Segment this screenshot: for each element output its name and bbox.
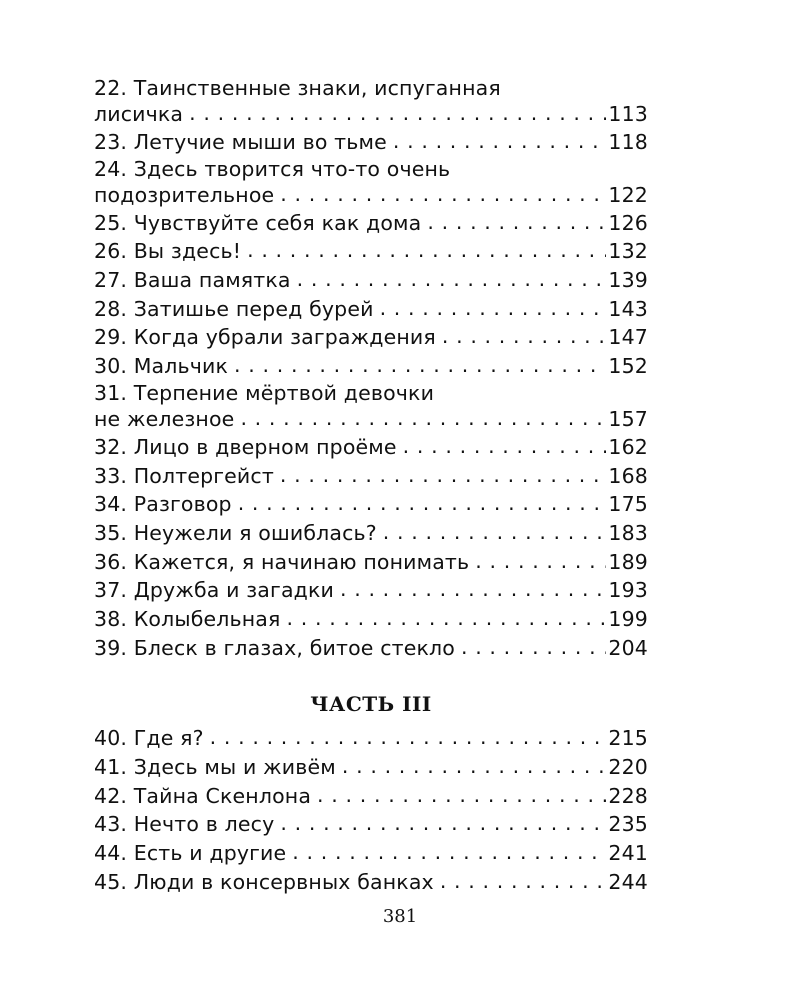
toc-entry-line bbox=[94, 868, 648, 897]
toc-entry-line bbox=[94, 157, 648, 181]
toc-entry bbox=[94, 868, 648, 897]
toc-entry-title: 42. Тайна Скенлона bbox=[94, 783, 312, 808]
toc-entry bbox=[94, 810, 648, 839]
toc-entry-title: 35. Неужели я ошиблась? bbox=[94, 520, 377, 545]
page-number: 381 bbox=[382, 906, 418, 927]
part-heading: ЧАСТЬ III bbox=[310, 692, 432, 717]
toc-entry-line bbox=[94, 810, 648, 839]
toc-entry-page: 126 bbox=[608, 210, 648, 235]
toc-entry-line bbox=[94, 634, 648, 663]
toc-entry-line bbox=[94, 605, 648, 634]
toc-entry-line bbox=[94, 352, 648, 381]
toc-entry-line bbox=[94, 209, 648, 238]
toc-entry bbox=[94, 724, 648, 753]
toc-entry-page: 199 bbox=[608, 606, 648, 631]
toc-entry bbox=[94, 76, 648, 128]
toc-entry-title: 36. Кажется, я начинаю понимать bbox=[94, 549, 470, 574]
toc-entry-page: 220 bbox=[608, 755, 648, 779]
toc-entry-title: лисичка bbox=[94, 102, 184, 126]
toc-entry-title: 29. Когда убрали заграждения bbox=[94, 325, 436, 350]
toc-entry bbox=[94, 490, 648, 519]
toc-entry bbox=[94, 128, 648, 157]
toc-entry bbox=[94, 323, 648, 352]
toc-entry bbox=[94, 237, 648, 266]
toc-entry-page: 204 bbox=[608, 635, 648, 660]
toc-entry-line bbox=[94, 381, 648, 405]
toc-entry-page: 168 bbox=[608, 463, 648, 488]
toc-entry-title: 23. Летучие мыши во тьме bbox=[94, 130, 387, 154]
toc-entry-title: 33. Полтергейст bbox=[94, 463, 274, 488]
dot-leader bbox=[292, 838, 606, 867]
dot-leader bbox=[393, 127, 607, 156]
toc-entry bbox=[94, 519, 648, 548]
toc-entry-line bbox=[94, 753, 648, 782]
table-of-contents bbox=[94, 76, 648, 896]
toc-entry-title: 31. Терпение мёртвой девочки bbox=[94, 380, 435, 405]
toc-entry-line bbox=[94, 548, 648, 577]
toc-entry-page: 122 bbox=[608, 182, 648, 207]
toc-entry bbox=[94, 839, 648, 868]
dot-leader bbox=[342, 752, 607, 781]
dot-leader bbox=[317, 781, 606, 810]
toc-entry bbox=[94, 433, 648, 462]
toc-entry-title: 22. Таинственные знаки, испуганная bbox=[94, 76, 501, 100]
toc-entry-page: 162 bbox=[608, 434, 648, 459]
toc-entry-line bbox=[94, 405, 648, 433]
dot-leader bbox=[340, 575, 606, 604]
toc-entry-line bbox=[94, 839, 648, 868]
toc-entry bbox=[94, 753, 648, 782]
dot-leader bbox=[427, 208, 606, 237]
toc-entry-title: 30. Мальчик bbox=[94, 354, 229, 379]
toc-entry-page: 143 bbox=[608, 296, 648, 321]
toc-entry-page: 113 bbox=[608, 102, 648, 126]
toc-entry-line bbox=[94, 490, 648, 519]
toc-entry-page: 118 bbox=[608, 130, 648, 154]
dot-leader bbox=[189, 99, 606, 127]
toc-entry-line bbox=[94, 519, 648, 548]
toc-entry-page: 241 bbox=[608, 841, 648, 866]
toc-entry bbox=[94, 605, 648, 634]
toc-entry-page: 215 bbox=[608, 726, 648, 751]
toc-section-part-2 bbox=[94, 76, 648, 662]
toc-entry-title: 38. Колыбельная bbox=[94, 606, 281, 631]
dot-leader bbox=[240, 404, 606, 432]
dot-leader bbox=[210, 723, 607, 752]
toc-entry-page: 228 bbox=[608, 783, 648, 808]
toc-entry-page: 139 bbox=[608, 268, 648, 293]
toc-entry bbox=[94, 352, 648, 381]
toc-entry-line bbox=[94, 576, 648, 605]
toc-entry-title: не железное bbox=[94, 406, 235, 431]
toc-entry-page: 175 bbox=[608, 492, 648, 517]
toc-entry-title: подозрительное bbox=[94, 182, 275, 207]
dot-leader bbox=[461, 633, 606, 662]
toc-entry bbox=[94, 157, 648, 209]
toc-entry-line bbox=[94, 237, 648, 266]
toc-entry-title: 34. Разговор bbox=[94, 492, 232, 517]
toc-entry-page: 132 bbox=[608, 239, 648, 264]
toc-entry-title: 43. Нечто в лесу bbox=[94, 812, 275, 837]
toc-entry-page: 244 bbox=[608, 869, 648, 894]
toc-entry-title: 41. Здесь мы и живём bbox=[94, 755, 336, 779]
toc-entry-page: 183 bbox=[608, 520, 648, 545]
toc-entry-line bbox=[94, 128, 648, 157]
toc-entry-page: 147 bbox=[608, 325, 648, 350]
dot-leader bbox=[383, 518, 607, 547]
dot-leader bbox=[440, 867, 607, 896]
dot-leader bbox=[280, 180, 606, 208]
toc-entry-page: 235 bbox=[608, 812, 648, 837]
dot-leader bbox=[287, 604, 607, 633]
toc-entry-page: 189 bbox=[608, 549, 648, 574]
toc-entry bbox=[94, 462, 648, 491]
toc-entry-title: 32. Лицо в дверном проёме bbox=[94, 434, 397, 459]
dot-leader bbox=[475, 547, 606, 576]
toc-entry bbox=[94, 576, 648, 605]
toc-entry bbox=[94, 634, 648, 663]
toc-entry-line bbox=[94, 100, 648, 128]
toc-entry-title: 39. Блеск в глазах, битое стекло bbox=[94, 635, 455, 660]
toc-entry-title: 26. Вы здесь! bbox=[94, 239, 242, 264]
toc-entry bbox=[94, 548, 648, 577]
toc-entry-title: 27. Ваша памятка bbox=[94, 268, 291, 293]
dot-leader bbox=[280, 809, 606, 838]
toc-entry-page: 157 bbox=[608, 406, 648, 431]
toc-entry-page: 152 bbox=[608, 354, 648, 379]
toc-entry-line bbox=[94, 181, 648, 209]
dot-leader bbox=[247, 236, 606, 265]
toc-entry-line bbox=[94, 782, 648, 811]
dot-leader bbox=[234, 351, 606, 380]
dot-leader bbox=[442, 322, 607, 351]
dot-leader bbox=[297, 265, 607, 294]
dot-leader bbox=[403, 432, 607, 461]
toc-entry-title: 25. Чувствуйте себя как дома bbox=[94, 210, 422, 235]
toc-entry-title: 40. Где я? bbox=[94, 726, 204, 751]
toc-section-part-3 bbox=[94, 724, 648, 896]
toc-entry bbox=[94, 381, 648, 433]
toc-entry-title: 28. Затишье перед бурей bbox=[94, 296, 374, 321]
toc-entry-line bbox=[94, 433, 648, 462]
toc-entry bbox=[94, 209, 648, 238]
toc-entry-line bbox=[94, 462, 648, 491]
toc-entry-line bbox=[94, 724, 648, 753]
dot-leader bbox=[238, 489, 607, 518]
toc-entry-title: 44. Есть и другие bbox=[94, 841, 287, 866]
dot-leader bbox=[380, 294, 607, 323]
toc-entry bbox=[94, 295, 648, 324]
toc-entry bbox=[94, 782, 648, 811]
toc-entry-line bbox=[94, 76, 648, 100]
toc-entry-page: 193 bbox=[608, 578, 648, 603]
dot-leader bbox=[280, 461, 606, 490]
toc-entry-line bbox=[94, 295, 648, 324]
toc-entry bbox=[94, 266, 648, 295]
toc-entry-title: 24. Здесь творится что-то очень bbox=[94, 156, 451, 181]
toc-entry-title: 37. Дружба и загадки bbox=[94, 578, 334, 603]
toc-entry-title: 45. Люди в консервных банках bbox=[94, 869, 434, 894]
toc-entry-line bbox=[94, 323, 648, 352]
toc-entry-line bbox=[94, 266, 648, 295]
